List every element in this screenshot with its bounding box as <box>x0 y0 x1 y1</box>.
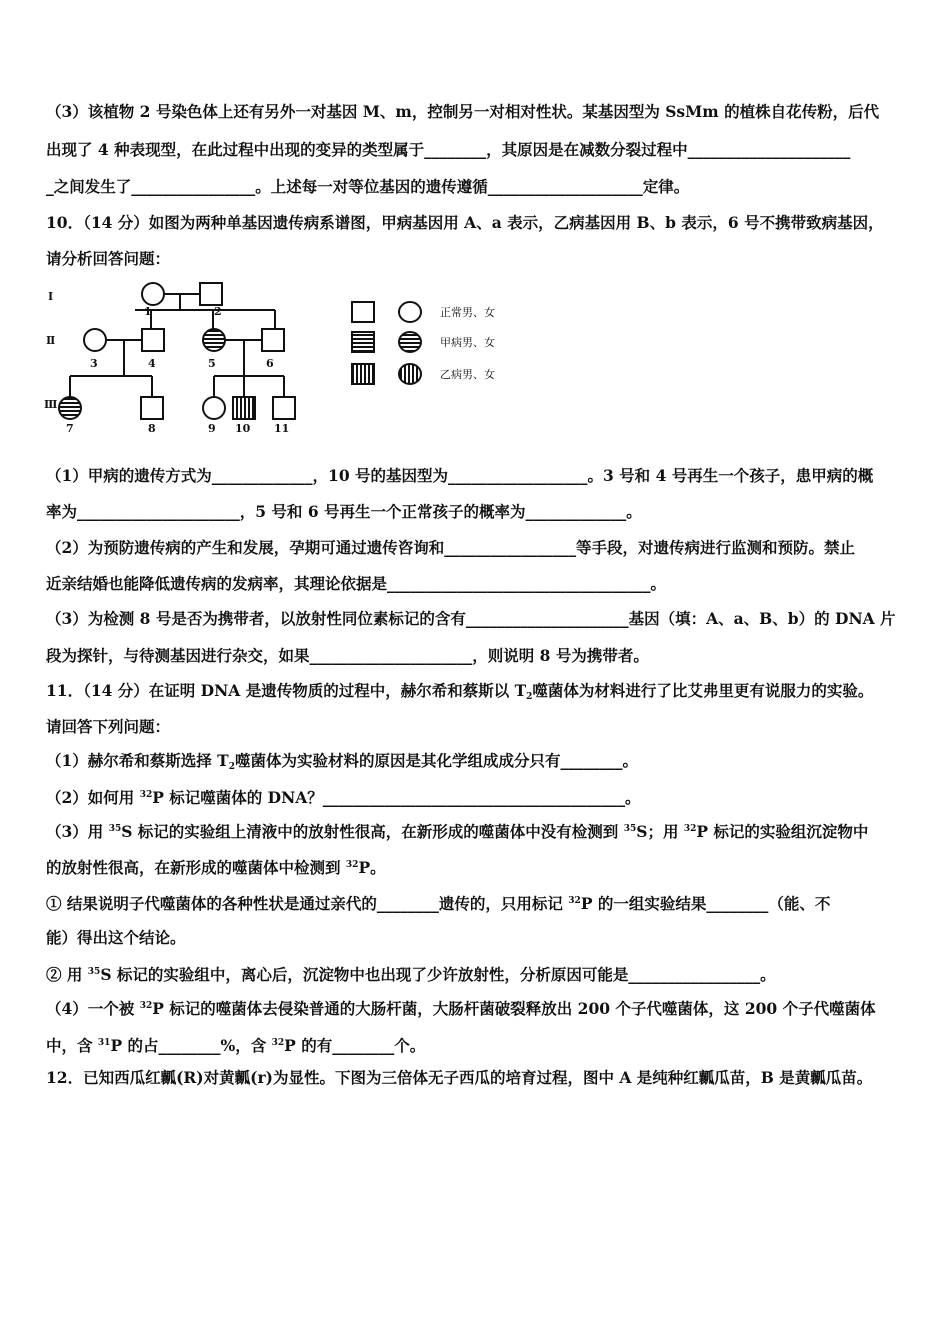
legend-yi-female-symbol <box>399 364 421 384</box>
q10-part2-line1: （2）为预防遗传病的产生和发展，孕期可通过遗传咨询和_________________等手段，对遗传病进行监测和预防。禁止 <box>46 538 856 557</box>
legend-normal-label: 正常男、女 <box>440 306 495 319</box>
q11-part4-line2: 中，含 $^{31}$P 的占________%，含 $^{32}$P 的有________个。 <box>46 1036 426 1055</box>
q11-stem-line1: 11．（14 分）在证明 DNA 是遗传物质的过程中，赫尔希和蔡斯以 $T_2$噬菌体为材料进行了比艾弗里更有说服力的实验。 <box>46 681 874 702</box>
legend-jia-female-symbol <box>399 332 421 352</box>
q11-part4-line1: （4）一个被 $^{32}$P 标记的噬菌体去侵染普通的大肠杆菌，大肠杆菌破裂释放出 200 个子代噬菌体，这 200 个子代噬菌体 <box>46 999 876 1018</box>
q9-part3-line3: _之间发生了________________。上述每一对等位基因的遗传遵循____________________定律。 <box>46 177 690 196</box>
q10-part2-line2: 近亲结婚也能降低遗传病的发病率，其理论依据是__________________________________。 <box>46 574 667 593</box>
legend-normal-female-symbol <box>399 302 421 322</box>
pedigree-label-4: 4 <box>148 357 156 370</box>
pedigree-label-1: 1 <box>144 305 152 318</box>
q11-part3-line1: （3）用 $^{35}$S 标记的实验组上清液中的放射性很高，在新形成的噬菌体中没有检测到 $^{35}$S；用 $^{32}$P 标记的实验组沉淀物中 <box>46 822 869 841</box>
pedigree-individual-9 <box>203 397 225 419</box>
pedigree-label-3: 3 <box>90 357 98 370</box>
pedigree-chart <box>40 278 580 438</box>
generation-label-I: Ⅰ <box>48 290 54 303</box>
q11-part3-line2: 的放射性很高，在新形成的噬菌体中检测到 $^{32}$P。 <box>46 858 386 877</box>
legend-yi-male-symbol <box>352 364 374 384</box>
q11-stem-line2: 请回答下列问题： <box>46 717 171 736</box>
generation-label-III: Ⅲ <box>44 398 58 411</box>
pedigree-individual-5 <box>203 329 225 351</box>
q11-part2: （2）如何用 $^{32}$P 标记噬菌体的 DNA？_______________________________________。 <box>46 788 641 807</box>
pedigree-individual-11 <box>273 397 295 419</box>
q9-part3-line1: （3）该植物 2 号染色体上还有另外一对基因 M、m，控制另一对相对性状。某基因型为 SsMm 的植株自花传粉，后代 <box>46 102 880 121</box>
q11-part1: （1）赫尔希和蔡斯选择 $T_2$噬菌体为实验材料的原因是其化学组成成分只有________。 <box>46 751 638 772</box>
q12-stem-line1: 12．已知西瓜红瓤(R)对黄瓤(r)为显性。下图为三倍体无子西瓜的培育过程，图中 A 是纯种红瓤瓜苗，B 是黄瓤瓜苗。 <box>46 1068 873 1087</box>
pedigree-label-9: 9 <box>208 422 216 435</box>
q11-conclusion1-line1: ① 结果说明子代噬菌体的各种性状是通过亲代的________遗传的，只用标记 $^{32}$P 的一组实验结果________（能、不 <box>46 894 831 913</box>
pedigree-individual-3 <box>84 329 106 351</box>
q11-conclusion1-line2: 能）得出这个结论。 <box>46 928 186 947</box>
q10-part3-line2: 段为探针，与待测基因进行杂交，如果_____________________，则说明 8 号为携带者。 <box>46 646 649 665</box>
pedigree-individual-7 <box>59 397 81 419</box>
legend-jia-male-symbol <box>352 332 374 352</box>
generation-label-II: Ⅱ <box>46 334 56 347</box>
pedigree-label-6: 6 <box>266 357 274 370</box>
pedigree-individual-6 <box>262 329 284 351</box>
q10-part1-line1: （1）甲病的遗传方式为_____________，10 号的基因型为__________________。3 号和 4 号再生一个孩子，患甲病的概 <box>46 466 874 485</box>
pedigree-individual-2 <box>200 283 222 305</box>
q10-stem-line1: 10．（14 分）如图为两种单基因遗传病系谱图，甲病基因用 A、a 表示，乙病基因用 B、b 表示，6 号不携带致病基因， <box>46 213 884 232</box>
pedigree-individual-1 <box>142 283 164 305</box>
legend-normal-male-symbol <box>352 302 374 322</box>
pedigree-individual-10 <box>233 397 255 419</box>
pedigree-label-7: 7 <box>66 422 74 435</box>
q10-part3-line1: （3）为检测 8 号是否为携带者，以放射性同位素标记的含有_____________________基因（填：A、a、B、b）的 DNA 片 <box>46 609 896 628</box>
pedigree-individual-8 <box>141 397 163 419</box>
q10-stem-line2: 请分析回答问题： <box>46 249 171 268</box>
pedigree-label-5: 5 <box>208 357 216 370</box>
pedigree-label-8: 8 <box>148 422 156 435</box>
q11-conclusion2: ② 用 $^{35}$S 标记的实验组中，离心后，沉淀物中也出现了少许放射性，分析原因可能是_________________。 <box>46 965 776 984</box>
pedigree-label-10: 10 <box>235 422 251 435</box>
legend-yi-label: 乙病男、女 <box>440 368 495 381</box>
q10-part1-line2: 率为_____________________，5 号和 6 号再生一个正常孩子的概率为_____________。 <box>46 502 642 521</box>
legend-jia-label: 甲病男、女 <box>440 336 495 349</box>
pedigree-label-11: 11 <box>274 422 290 435</box>
q9-part3-line2: 出现了 4 种表现型，在此过程中出现的变异的类型属于________，其原因是在减数分裂过程中_____________________ <box>46 140 851 159</box>
pedigree-individual-4 <box>142 329 164 351</box>
pedigree-label-2: 2 <box>214 305 222 318</box>
